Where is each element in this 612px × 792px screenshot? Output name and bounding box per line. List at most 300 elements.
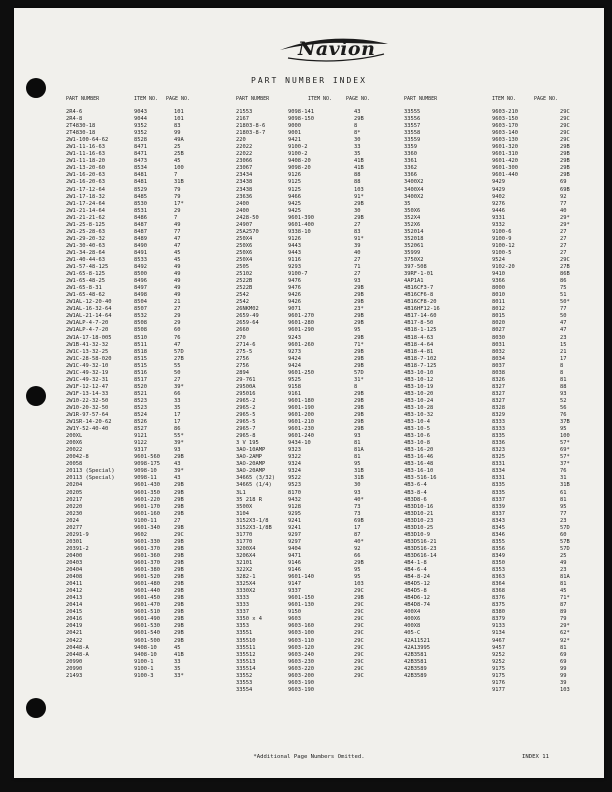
index-cell: 27 — [560, 249, 567, 256]
index-cell: 8* — [354, 130, 361, 137]
index-cell: 9601-220 — [134, 496, 160, 503]
index-row — [66, 370, 184, 377]
index-cell: 8379 — [492, 616, 505, 623]
index-cell: 29 — [174, 313, 181, 320]
index-cell: 8328 — [492, 404, 505, 411]
index-row — [236, 130, 314, 137]
index-cell: 8038 — [492, 369, 505, 376]
index-cell: 4B4-1-8 — [404, 560, 427, 566]
index-row — [354, 673, 440, 680]
index-cell: 2W1-25-8-125 — [66, 221, 105, 228]
index-cell: 4B3-10-6 — [404, 433, 430, 440]
index-cell: 9601-400 — [288, 221, 314, 228]
index-cell: 24907 — [236, 221, 253, 228]
index-cell: 250X4 — [236, 256, 253, 263]
index-cell: 9601-180 — [288, 397, 314, 404]
index-row — [492, 405, 570, 412]
index-cell: 3330X2 — [236, 588, 256, 595]
index-cell: 33556 — [404, 116, 421, 123]
index-cell: 8032 — [492, 348, 505, 355]
index-cell: 33551 — [236, 630, 253, 637]
index-row — [66, 447, 184, 454]
index-row — [236, 454, 314, 461]
index-cell: 21803-8-7 — [236, 130, 266, 137]
index-row — [354, 560, 440, 567]
index-cell: 21493 — [66, 672, 83, 679]
index-cell: 45 — [174, 158, 181, 165]
index-cell: 66 — [174, 390, 181, 397]
index-cell: 9601-140 — [288, 574, 314, 581]
index-cell: 4B3D516-23 — [404, 545, 437, 552]
index-cell: 9603-160 — [288, 623, 314, 630]
index-row — [66, 144, 184, 151]
index-row — [66, 490, 184, 497]
index-cell: 9424 — [288, 362, 301, 369]
index-cell: 29B — [174, 545, 184, 552]
index-cell: 9603-200 — [288, 672, 314, 679]
index-row — [66, 187, 184, 194]
index-cell: 42B3589 — [404, 665, 427, 672]
index-cell: 2W1-17-24-64 — [66, 200, 105, 207]
index-cell: 77 — [174, 228, 181, 235]
index-cell: 2W1-65-48-25 — [66, 278, 105, 285]
index-row — [236, 616, 314, 623]
index-cell: 2505 — [236, 264, 249, 271]
index-row — [492, 130, 570, 137]
index-cell: 2965-5 — [236, 412, 256, 419]
index-cell: 4B3D10-16 — [404, 503, 434, 510]
index-cell: 20990 — [66, 658, 83, 665]
index-cell: 4B3-10-28 — [404, 404, 434, 411]
index-cell: 9295 — [288, 510, 301, 517]
index-cell: 77 — [560, 306, 567, 313]
index-cell: 8523 — [134, 397, 147, 404]
index-cell: 20205 — [66, 489, 83, 496]
index-cell: 9601-370 — [134, 560, 160, 566]
index-row — [354, 518, 440, 525]
index-cell: 8507 — [134, 306, 147, 313]
index-cell: 81 — [560, 581, 567, 588]
index-column-2 — [236, 109, 314, 694]
index-row — [236, 426, 314, 433]
index-row — [492, 581, 570, 588]
index-cell: 8334 — [492, 468, 505, 475]
index-cell: 91* — [354, 235, 364, 242]
index-cell: 87 — [560, 602, 567, 609]
index-cell: 3104 — [236, 510, 249, 517]
index-row — [236, 680, 314, 687]
index-cell: 29C — [354, 588, 364, 595]
index-cell: 4B3D516-21 — [404, 538, 437, 545]
index-row — [492, 659, 570, 666]
index-row — [236, 482, 314, 489]
index-cell: 9177 — [492, 686, 505, 693]
index-cell: 9467 — [492, 637, 505, 644]
index-row — [354, 165, 440, 172]
index-cell: 2W1-65-48-62 — [66, 292, 105, 299]
index-row — [236, 588, 314, 595]
index-row — [492, 645, 570, 652]
index-cell: 9601-310 — [492, 151, 518, 158]
index-cell: 2R4-8 — [66, 116, 83, 123]
index-row — [236, 609, 314, 616]
index-row — [492, 363, 570, 370]
index-cell: 3325X4 — [236, 581, 256, 588]
index-cell: 42B3581 — [404, 651, 427, 658]
index-cell: 88 — [354, 179, 361, 186]
index-cell: 8331 — [492, 461, 505, 468]
index-cell: 89 — [560, 609, 567, 616]
index-row — [354, 666, 440, 673]
index-cell: 29B — [174, 574, 184, 581]
index-cell: 9601-210 — [288, 419, 314, 426]
index-row — [66, 257, 184, 264]
index-cell: 8 — [560, 362, 564, 369]
index-cell: 69 — [560, 179, 567, 186]
index-cell: 8375 — [492, 602, 505, 609]
index-cell: 33557 — [404, 123, 421, 130]
index-row — [66, 398, 184, 405]
index-row — [354, 377, 440, 384]
header-item-no-1: ITEM NO. — [134, 96, 159, 102]
index-cell: 71 — [354, 264, 361, 271]
index-row — [66, 236, 184, 243]
index-cell: 9601-450 — [134, 595, 160, 602]
index-cell: 8521 — [134, 390, 147, 397]
index-cell: 29B — [174, 630, 184, 637]
index-cell: 9125 — [288, 186, 301, 193]
index-row — [354, 609, 440, 616]
index-cell: 29B — [174, 623, 184, 630]
index-row — [354, 447, 440, 454]
index-row — [66, 546, 184, 553]
index-row — [236, 123, 314, 130]
index-cell: 47 — [560, 320, 567, 327]
index-row — [236, 412, 314, 419]
index-cell: 47 — [174, 235, 181, 242]
index-cell: 60 — [174, 327, 181, 334]
index-row — [236, 109, 314, 116]
index-row — [354, 440, 440, 447]
index-row — [492, 335, 570, 342]
index-cell: 8 — [354, 383, 358, 390]
index-cell: 2400 — [236, 200, 249, 207]
index-cell: 49 — [174, 264, 181, 271]
index-cell: 3353 — [236, 623, 249, 630]
index-cell: 20220 — [66, 503, 83, 510]
index-cell: 3152X3-1/8B — [236, 524, 272, 531]
index-cell: 4B3-10-20 — [404, 390, 434, 397]
index-cell: 9100-3 — [134, 672, 154, 679]
index-cell: 95 — [560, 503, 567, 510]
index-row — [236, 243, 314, 250]
index-cell: 3361 — [404, 158, 417, 165]
index-cell: 2W1C-13-32-25 — [66, 348, 109, 355]
index-cell: 4B3D616-14 — [404, 552, 437, 559]
index-cell: 79 — [174, 186, 181, 193]
index-cell: 29C — [354, 602, 364, 609]
document-page — [14, 8, 604, 778]
index-cell: 9603-140 — [492, 130, 518, 137]
index-cell: 9133 — [492, 623, 505, 630]
index-cell: 29B — [174, 482, 184, 489]
index-row — [492, 666, 570, 673]
index-cell: 9408-10 — [134, 651, 157, 658]
index-row — [66, 433, 184, 440]
index-cell: 2W1-21-21-62 — [66, 214, 105, 221]
index-row — [354, 285, 440, 292]
index-row — [66, 377, 184, 384]
index-cell: 2W1F-13-14-33 — [66, 390, 109, 397]
index-cell: 9252 — [492, 651, 505, 658]
index-cell: 31B — [354, 468, 364, 475]
index-row — [236, 215, 314, 222]
index-cell: 3AO-10AMP — [236, 447, 266, 454]
index-cell: 2W10-20-32-50 — [66, 404, 109, 411]
index-cell: 20416 — [66, 616, 83, 623]
index-cell: 8339 — [492, 503, 505, 510]
index-cell: 9601-390 — [288, 214, 314, 221]
index-cell: 3282-1 — [236, 574, 256, 581]
index-row — [236, 271, 314, 278]
index-row — [236, 630, 314, 637]
index-cell: 8353 — [492, 567, 505, 574]
index-row — [492, 116, 570, 123]
index-row — [66, 504, 184, 511]
index-row — [354, 123, 440, 130]
index-row — [354, 602, 440, 609]
index-cell: 95 — [354, 574, 361, 581]
index-cell: 8485 — [134, 193, 147, 200]
index-cell: 77 — [560, 510, 567, 517]
index-row — [354, 426, 440, 433]
index-row — [354, 194, 440, 201]
index-cell: 20448-A — [66, 651, 89, 658]
index-cell: 29B — [174, 524, 184, 531]
index-cell: 100 — [174, 165, 184, 172]
index-row — [66, 560, 184, 567]
index-row — [66, 243, 184, 250]
index-row — [66, 630, 184, 637]
index-cell: 9601-500 — [134, 637, 160, 644]
index-cell: 9523 — [288, 482, 301, 489]
index-cell: 8496 — [134, 278, 147, 285]
index-cell: 29B — [354, 334, 364, 341]
index-row — [236, 370, 314, 377]
index-cell: 77 — [560, 200, 567, 207]
index-cell: 2W1-11-16-63 — [66, 144, 105, 151]
index-cell: 9352 — [134, 130, 147, 137]
index-cell: 9252 — [492, 658, 505, 665]
index-cell: 9100-7 — [288, 271, 308, 278]
index-row — [492, 299, 570, 306]
index-cell: 9601-280 — [288, 320, 314, 327]
index-cell: 39RF-1-01 — [404, 271, 434, 278]
index-cell: 4B3D10-21 — [404, 510, 434, 517]
index-cell: 8481 — [134, 179, 147, 186]
index-cell: 25 — [560, 552, 567, 559]
index-cell: 9601-200 — [288, 412, 314, 419]
index-cell: 101 — [174, 109, 184, 115]
index-cell: 8327 — [492, 397, 505, 404]
index-cell: 47 — [174, 242, 181, 249]
index-row — [236, 292, 314, 299]
index-row — [66, 250, 184, 257]
index-cell: 27 — [174, 517, 181, 524]
index-cell: 33558 — [404, 130, 421, 137]
index-cell: 9317 — [134, 447, 147, 454]
index-cell: 39 — [354, 242, 361, 249]
index-cell: 2W1-34-28-64 — [66, 249, 105, 256]
index-cell: 9457 — [492, 644, 505, 651]
index-cell: 92* — [560, 637, 570, 644]
index-row — [66, 285, 184, 292]
index-cell: 2W1-17-18-32 — [66, 193, 105, 200]
index-cell: 9408-20 — [288, 158, 311, 165]
index-row — [492, 391, 570, 398]
index-cell: 9603-240 — [288, 651, 314, 658]
index-row — [492, 243, 570, 250]
index-cell: 95 — [354, 567, 361, 574]
index-cell: 20113 (Special) — [66, 475, 115, 482]
index-cell: 29B — [354, 313, 364, 320]
index-row — [354, 215, 440, 222]
index-cell: 29B — [354, 200, 364, 207]
index-row — [492, 109, 570, 116]
index-cell: 2714-6 — [236, 341, 256, 348]
index-cell: 43 — [174, 475, 181, 482]
index-cell: 4B3-16-46 — [404, 454, 434, 461]
index-cell: 20421 — [66, 630, 83, 637]
index-cell: 21 — [174, 299, 181, 306]
index-cell: 9426 — [288, 292, 301, 299]
index-cell: 9241 — [288, 524, 301, 531]
index-cell: 29C — [174, 531, 184, 538]
index-cell: 52 — [560, 397, 567, 404]
index-row — [66, 645, 184, 652]
index-row — [236, 116, 314, 123]
index-row — [492, 356, 570, 363]
index-cell: 4B3-6-4 — [404, 482, 427, 489]
index-cell: 15 — [560, 341, 567, 348]
index-cell: 3AO-20AMP — [236, 468, 266, 475]
index-cell: 4B3-10-12 — [404, 376, 434, 383]
index-cell: 27B — [560, 264, 570, 271]
index-cell: 49A — [174, 137, 184, 144]
index-row — [354, 264, 440, 271]
index-row — [354, 151, 440, 158]
header-item-no-2: ITEM NO. — [308, 96, 333, 102]
index-row — [354, 137, 440, 144]
index-cell: 21553 — [236, 109, 253, 115]
index-cell: 9601-490 — [134, 616, 160, 623]
index-cell: 3333 — [236, 595, 249, 602]
index-row — [66, 391, 184, 398]
index-row — [236, 250, 314, 257]
index-cell: 81 — [560, 376, 567, 383]
index-row — [66, 461, 184, 468]
index-cell: 9121 — [134, 433, 147, 440]
index-cell: 2W1B-41-32-32 — [66, 341, 109, 348]
index-cell: 8528 — [134, 137, 147, 144]
index-cell: 2659-64 — [236, 320, 259, 327]
index-cell: 27 — [174, 306, 181, 313]
index-cell: 2894 — [236, 369, 249, 376]
index-cell: 4B18-7-102 — [404, 355, 437, 362]
index-cell: 4B18-4-63 — [404, 334, 434, 341]
index-row — [354, 511, 440, 518]
index-column-3 — [354, 109, 440, 680]
index-cell: 27 — [354, 221, 361, 228]
index-cell: 9525 — [288, 376, 301, 383]
index-cell: 9176 — [492, 679, 505, 686]
index-row — [66, 172, 184, 179]
index-cell: 95 — [354, 461, 361, 468]
index-cell: 9601-290 — [288, 327, 314, 334]
index-cell: 50 — [560, 313, 567, 320]
index-cell: 8170 — [288, 489, 301, 496]
index-cell: 8337 — [492, 510, 505, 517]
index-row — [492, 532, 570, 539]
index-cell: 93 — [354, 433, 361, 440]
index-cell: 2W1-100-64-62 — [66, 137, 109, 144]
index-row — [66, 616, 184, 623]
index-cell: 99 — [174, 130, 181, 137]
index-cell: 20217 — [66, 496, 83, 503]
index-cell: 9098-20 — [288, 165, 311, 172]
index-cell: 2W1-29-20-32 — [66, 235, 105, 242]
index-cell: 8524 — [134, 412, 147, 419]
index-row — [66, 349, 184, 356]
index-cell: 2W1AL-21-14-64 — [66, 313, 112, 320]
index-row — [354, 109, 440, 116]
index-cell: 2400 — [236, 207, 249, 214]
index-cell: 4B3-10-32 — [404, 412, 434, 419]
index-cell: 29B — [354, 285, 364, 292]
index-cell: 40 — [560, 207, 567, 214]
index-cell: 23438 — [236, 186, 253, 193]
index-cell: 2W1-17-12-64 — [66, 186, 105, 193]
index-row — [66, 151, 184, 158]
index-row — [236, 497, 314, 504]
index-cell: 2965-2 — [236, 404, 256, 411]
index-cell: 103 — [354, 186, 364, 193]
index-cell: 81 — [560, 644, 567, 651]
index-row — [492, 588, 570, 595]
index-cell: 95 — [560, 426, 567, 433]
index-cell: 37* — [560, 461, 570, 468]
index-cell: 2W1C-49-32-31 — [66, 376, 109, 383]
index-cell: 9128 — [288, 503, 301, 510]
index-row — [66, 215, 184, 222]
index-cell: 45 — [560, 588, 567, 595]
index-cell: 20400 — [66, 552, 83, 559]
index-cell: 29B — [354, 320, 364, 327]
index-cell: 8515 — [134, 362, 147, 369]
index-row — [354, 616, 440, 623]
index-cell: 9146 — [288, 560, 301, 566]
index-cell: 29 — [174, 207, 181, 214]
index-row — [236, 144, 314, 151]
index-row — [492, 419, 570, 426]
index-cell: 29B — [174, 609, 184, 616]
index-row — [66, 454, 184, 461]
index-cell: 4B3D10-9 — [404, 531, 430, 538]
index-cell: 2W1-65-8-125 — [66, 271, 105, 278]
index-cell: 2W1AL-16-32-64 — [66, 306, 112, 313]
index-row — [492, 285, 570, 292]
index-cell: 86 — [174, 426, 181, 433]
